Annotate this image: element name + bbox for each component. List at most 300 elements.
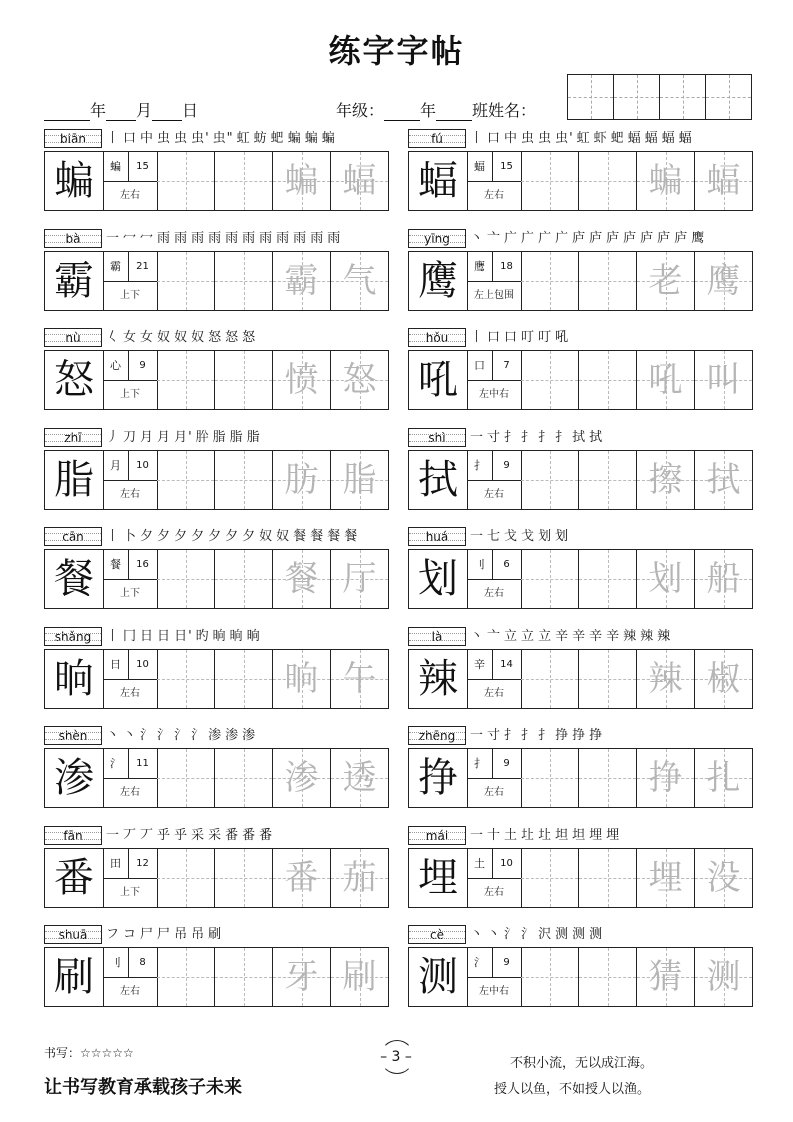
trace-char: 测 xyxy=(706,957,741,997)
stroke-step: 雨 xyxy=(310,230,325,246)
stroke-step: 挣 xyxy=(589,728,604,743)
stroke-step: 立 xyxy=(504,628,519,644)
trace-char: 怒 xyxy=(342,360,377,400)
stroke-step: 番 xyxy=(242,827,257,843)
grade-blank[interactable] xyxy=(384,104,420,121)
stroke-count: 14 xyxy=(492,650,522,680)
trace-cell[interactable] xyxy=(331,550,388,608)
stroke-step: 奴 xyxy=(157,330,172,345)
stroke-step: 丶 xyxy=(470,230,485,246)
trace-char: 渗 xyxy=(284,758,319,798)
trace-char: 椒 xyxy=(706,658,741,699)
pinyin: nù xyxy=(44,328,102,347)
stroke-step: 怒 xyxy=(242,330,257,345)
radical: 扌 xyxy=(467,451,493,481)
practice-cell[interactable] xyxy=(579,451,637,509)
trace-char: 愤 xyxy=(284,360,319,400)
stroke-step: 挣 xyxy=(572,728,587,743)
practice-cell[interactable] xyxy=(215,550,273,608)
stroke-step: 餐 xyxy=(327,529,342,544)
trace-char: 没 xyxy=(706,857,741,898)
stroke-step: 蚆 xyxy=(270,131,285,146)
practice-grid xyxy=(408,251,753,311)
trace-cell[interactable] xyxy=(695,152,752,210)
stroke-step: 广 xyxy=(538,230,553,246)
stroke-step: 拭 xyxy=(589,429,604,445)
pinyin: yīng xyxy=(408,229,466,248)
stroke-step: 雨 xyxy=(225,230,240,246)
pinyin: là xyxy=(408,627,466,646)
stroke-step: 氵 xyxy=(521,927,536,942)
class-blank[interactable] xyxy=(436,104,472,121)
trace-cell[interactable] xyxy=(273,351,331,409)
stroke-step: 肸 xyxy=(195,429,210,445)
year-blank[interactable] xyxy=(44,104,90,121)
practice-cell[interactable] xyxy=(157,650,215,708)
stroke-step: 蝠 xyxy=(661,131,676,146)
trace-cell[interactable] xyxy=(273,849,331,907)
trace-cell[interactable] xyxy=(695,451,752,509)
trace-cell[interactable] xyxy=(637,550,695,608)
practice-cell[interactable] xyxy=(157,550,215,608)
stroke-step: 一 xyxy=(106,827,121,843)
pinyin: shuā xyxy=(44,925,102,944)
practice-cell[interactable] xyxy=(521,849,579,907)
stroke-step: 雨 xyxy=(259,230,274,246)
practice-cell[interactable] xyxy=(521,749,579,807)
practice-cell[interactable] xyxy=(521,252,579,310)
stroke-step: 辛 xyxy=(555,628,570,644)
trace-char: 透 xyxy=(342,758,377,798)
trace-cell[interactable] xyxy=(637,451,695,509)
trace-cell[interactable] xyxy=(695,550,752,608)
stroke-step: 拭 xyxy=(572,429,587,445)
trace-char: 拭 xyxy=(706,459,741,500)
stroke-step: 十 xyxy=(487,827,502,843)
model-character: 挣 xyxy=(409,749,468,807)
trace-cell[interactable] xyxy=(695,948,752,1006)
model-character: 霸 xyxy=(45,252,104,310)
practice-grid xyxy=(408,350,753,410)
stroke-order xyxy=(106,727,389,745)
trace-cell[interactable] xyxy=(637,152,695,210)
stroke-step: 奴 xyxy=(191,330,206,345)
stroke-count: 7 xyxy=(492,351,522,381)
stroke-step: 雨 xyxy=(174,230,189,246)
stroke-order xyxy=(470,528,753,546)
trace-char: 老 xyxy=(648,260,683,301)
pinyin: huá xyxy=(408,527,466,546)
stroke-step: 广 xyxy=(504,230,519,246)
trace-cell[interactable] xyxy=(273,650,331,708)
model-character: 鹰 xyxy=(409,252,468,310)
trace-cell[interactable] xyxy=(273,252,331,310)
stroke-order xyxy=(470,926,753,944)
trace-cell[interactable] xyxy=(331,252,388,310)
trace-cell[interactable] xyxy=(331,849,388,907)
stroke-count: 10 xyxy=(492,849,522,879)
stroke-step: 氵 xyxy=(504,927,519,942)
practice-cell[interactable] xyxy=(579,948,637,1006)
practice-grid xyxy=(44,947,389,1007)
practice-cell[interactable] xyxy=(215,948,273,1006)
stroke-step: 刷 xyxy=(208,927,223,942)
structure: 左右 xyxy=(467,579,522,608)
stroke-step: 雨 xyxy=(208,230,223,246)
page-number: – 3 – xyxy=(372,1042,420,1072)
stroke-step: 鹰 xyxy=(691,230,706,246)
stroke-order xyxy=(470,429,753,447)
stroke-step: 番 xyxy=(225,827,240,843)
stroke-order xyxy=(106,628,389,646)
radical: 日 xyxy=(103,650,129,680)
practice-cell[interactable] xyxy=(521,948,579,1006)
practice-cell[interactable] xyxy=(215,451,273,509)
radical: 田 xyxy=(103,849,129,879)
pinyin: mái xyxy=(408,826,466,845)
stroke-step: 广 xyxy=(555,230,570,246)
stroke-step: 立 xyxy=(521,628,536,644)
stroke-step: 餐 xyxy=(344,529,359,544)
model-character: 蝙 xyxy=(45,152,104,210)
class-label: 班 xyxy=(472,101,489,120)
stroke-step: 虫 xyxy=(538,131,553,146)
quote-1: 不积小流，无以成江海。 xyxy=(510,1056,654,1071)
stroke-step: 丿 xyxy=(106,429,121,445)
stroke-step: 划 xyxy=(555,529,570,544)
practice-cell[interactable] xyxy=(215,650,273,708)
practice-cell[interactable] xyxy=(521,152,579,210)
month-blank[interactable] xyxy=(106,104,136,121)
stroke-step: 丨 xyxy=(106,628,121,644)
slogan: 让书写教育承载孩子未来 xyxy=(44,1077,242,1098)
character-entry xyxy=(44,925,389,1007)
trace-char: 鹰 xyxy=(706,260,741,301)
stroke-count: 18 xyxy=(492,252,522,282)
stroke-step: 丆 xyxy=(123,827,138,843)
trace-char: 晌 xyxy=(284,658,319,699)
stroke-step: 雨 xyxy=(293,230,308,246)
stroke-step: 刀 xyxy=(123,429,138,445)
stroke-step: 吼 xyxy=(555,330,570,345)
trace-cell[interactable] xyxy=(273,451,331,509)
practice-cell[interactable] xyxy=(579,650,637,708)
structure: 上下 xyxy=(103,579,158,608)
stroke-count: 15 xyxy=(492,152,522,182)
stroke-step: 辣 xyxy=(623,628,638,644)
practice-cell[interactable] xyxy=(157,152,215,210)
trace-cell[interactable] xyxy=(695,351,752,409)
trace-char: 蝙 xyxy=(648,161,683,201)
stroke-step: 雨 xyxy=(157,230,172,246)
trace-cell[interactable] xyxy=(331,152,388,210)
stroke-step: 七 xyxy=(487,529,502,544)
trace-char: 番 xyxy=(284,857,319,898)
stroke-order xyxy=(470,827,753,845)
character-entry xyxy=(408,826,753,908)
stroke-step: 亠 xyxy=(487,230,502,246)
stroke-step: 一 xyxy=(470,827,485,843)
stroke-order xyxy=(470,230,753,248)
stroke-step: 冖 xyxy=(140,230,155,246)
rating: 书写：☆☆☆☆☆ xyxy=(44,1046,134,1060)
stroke-step: 氵 xyxy=(157,728,172,743)
trace-cell[interactable] xyxy=(695,252,752,310)
trace-cell[interactable] xyxy=(637,948,695,1006)
stroke-step: 乎 xyxy=(157,827,172,843)
trace-cell[interactable] xyxy=(273,749,331,807)
stroke-step: 采 xyxy=(191,827,206,843)
trace-cell[interactable] xyxy=(637,749,695,807)
structure: 上下 xyxy=(103,281,158,310)
structure: 上下 xyxy=(103,878,158,907)
stroke-step: 冂 xyxy=(123,628,138,644)
stroke-count: 9 xyxy=(492,749,522,779)
practice-grid xyxy=(44,450,389,510)
stroke-step: 晌 xyxy=(212,628,227,644)
structure: 左右 xyxy=(467,480,522,509)
trace-cell[interactable] xyxy=(637,849,695,907)
practice-cell[interactable] xyxy=(215,849,273,907)
trace-cell[interactable] xyxy=(331,948,388,1006)
stroke-step: 旳 xyxy=(195,628,210,644)
stroke-step: 亠 xyxy=(487,628,502,644)
stroke-step: 虫" xyxy=(212,131,234,146)
name-cell[interactable] xyxy=(660,75,706,119)
stroke-step: 夕 xyxy=(157,529,172,544)
pinyin: hǒu xyxy=(408,328,466,347)
stroke-count: 15 xyxy=(128,152,158,182)
practice-cell[interactable] xyxy=(215,749,273,807)
practice-cell[interactable] xyxy=(579,550,637,608)
character-entry xyxy=(408,627,753,709)
practice-cell[interactable] xyxy=(521,451,579,509)
stroke-count: 21 xyxy=(128,252,158,282)
trace-char: 肪 xyxy=(284,459,319,500)
practice-cell[interactable] xyxy=(579,152,637,210)
character-entry xyxy=(44,527,389,609)
practice-cell[interactable] xyxy=(157,451,215,509)
stroke-step: 丨 xyxy=(106,131,121,146)
trace-cell[interactable] xyxy=(695,849,752,907)
stroke-step: 一 xyxy=(470,728,485,743)
stroke-step: 丨 xyxy=(470,131,485,146)
pinyin: shì xyxy=(408,428,466,447)
practice-cell[interactable] xyxy=(215,351,273,409)
name-cell[interactable] xyxy=(614,75,660,119)
stroke-step: 扌 xyxy=(555,429,570,445)
trace-char: 厅 xyxy=(342,559,377,599)
stroke-order xyxy=(106,329,389,347)
pinyin: fān xyxy=(44,826,102,845)
stroke-order xyxy=(106,130,389,148)
practice-cell[interactable] xyxy=(579,749,637,807)
trace-cell[interactable] xyxy=(273,550,331,608)
stroke-step: 月' xyxy=(174,429,193,445)
page-title: 练字字帖 xyxy=(328,32,465,70)
day-blank[interactable] xyxy=(152,104,182,121)
trace-cell[interactable] xyxy=(331,451,388,509)
stroke-step: 辛 xyxy=(572,628,587,644)
stroke-step: 晌 xyxy=(229,628,244,644)
stroke-step: 庐 xyxy=(640,230,655,246)
stroke-step: 辣 xyxy=(640,628,655,644)
structure: 左中右 xyxy=(467,380,522,409)
trace-cell[interactable] xyxy=(273,152,331,210)
trace-cell[interactable] xyxy=(637,650,695,708)
practice-grid xyxy=(44,350,389,410)
practice-cell[interactable] xyxy=(579,252,637,310)
practice-cell[interactable] xyxy=(157,948,215,1006)
stroke-step: 测 xyxy=(572,927,587,942)
stroke-step: 扌 xyxy=(504,429,519,445)
trace-char: 脂 xyxy=(342,459,377,500)
trace-cell[interactable] xyxy=(637,252,695,310)
trace-cell[interactable] xyxy=(331,749,388,807)
practice-cell[interactable] xyxy=(157,351,215,409)
trace-cell[interactable] xyxy=(331,351,388,409)
stroke-step: 冖 xyxy=(123,230,138,246)
stroke-step: 坦 xyxy=(572,827,587,843)
stroke-step: 挣 xyxy=(555,728,570,743)
stroke-step: 一 xyxy=(470,429,485,445)
practice-cell[interactable] xyxy=(521,650,579,708)
trace-cell[interactable] xyxy=(695,650,752,708)
practice-grid xyxy=(44,848,389,908)
stroke-step: 辛 xyxy=(589,628,604,644)
model-character: 测 xyxy=(409,948,468,1006)
stroke-step: 雨 xyxy=(191,230,206,246)
pinyin: bà xyxy=(44,229,102,248)
practice-grid xyxy=(44,549,389,609)
stroke-step: 辛 xyxy=(606,628,621,644)
stroke-step: 脂 xyxy=(229,429,244,445)
radical: 口 xyxy=(467,351,493,381)
practice-cell[interactable] xyxy=(579,351,637,409)
stroke-step: 寸 xyxy=(487,728,502,743)
stroke-step: 中 xyxy=(140,131,155,146)
stroke-step: 奴 xyxy=(259,529,274,544)
stroke-step: 蚄 xyxy=(253,131,268,146)
stroke-order xyxy=(106,926,389,944)
stroke-step: 埋 xyxy=(606,827,621,843)
stroke-order xyxy=(106,429,389,447)
practice-cell[interactable] xyxy=(157,849,215,907)
character-entry xyxy=(408,925,753,1007)
trace-char: 挣 xyxy=(648,758,683,798)
trace-cell[interactable] xyxy=(695,749,752,807)
trace-cell[interactable] xyxy=(331,650,388,708)
stroke-step: 虫 xyxy=(157,131,172,146)
stroke-step: 月 xyxy=(157,429,172,445)
practice-cell[interactable] xyxy=(215,152,273,210)
stroke-step: 圵 xyxy=(521,827,536,843)
character-entry xyxy=(408,229,753,311)
stroke-step: 怒 xyxy=(225,330,240,345)
trace-cell[interactable] xyxy=(273,948,331,1006)
stroke-step: 叮 xyxy=(538,330,553,345)
stroke-step: 丶 xyxy=(106,728,121,743)
structure: 上下 xyxy=(103,380,158,409)
trace-cell[interactable] xyxy=(637,351,695,409)
stroke-step: 渗 xyxy=(225,728,240,743)
stroke-step: 虹 xyxy=(576,131,591,146)
name-cell[interactable] xyxy=(706,75,751,119)
trace-char: 擦 xyxy=(648,459,683,500)
practice-cell[interactable] xyxy=(521,351,579,409)
stroke-step: 庐 xyxy=(623,230,638,246)
pinyin: zhī xyxy=(44,428,102,447)
practice-cell[interactable] xyxy=(215,252,273,310)
stroke-step: 脂 xyxy=(212,429,227,445)
stroke-count: 6 xyxy=(492,550,522,580)
stroke-step: 庐 xyxy=(589,230,604,246)
structure: 左右 xyxy=(467,181,522,210)
stroke-step: フ xyxy=(106,927,121,942)
stroke-step: 渗 xyxy=(242,728,257,743)
pinyin: shǎng xyxy=(44,627,102,646)
model-character: 脂 xyxy=(45,451,104,509)
trace-char: 茄 xyxy=(342,857,377,898)
stroke-count: 12 xyxy=(128,849,158,879)
radical: 扌 xyxy=(467,749,493,779)
stroke-step: 尸 xyxy=(157,927,172,942)
character-entry xyxy=(408,129,753,211)
radical: 蝙 xyxy=(103,152,129,182)
stroke-step: 吊 xyxy=(174,927,189,942)
trace-char: 霸 xyxy=(284,260,319,301)
practice-cell[interactable] xyxy=(579,849,637,907)
structure: 左右 xyxy=(103,480,158,509)
stroke-step: 乎 xyxy=(174,827,189,843)
stroke-step: 蝠 xyxy=(627,131,642,146)
stroke-step: 番 xyxy=(259,827,274,843)
stroke-step: 奴 xyxy=(174,330,189,345)
stroke-step: 口 xyxy=(123,131,138,146)
structure: 左右 xyxy=(103,181,158,210)
trace-char: 蝙 xyxy=(284,161,319,201)
model-character: 刷 xyxy=(45,948,104,1006)
name-grid[interactable] xyxy=(567,74,752,120)
pinyin: shèn xyxy=(44,726,102,745)
stroke-step: 戈 xyxy=(504,529,519,544)
stroke-step: 怒 xyxy=(208,330,223,345)
stroke-step: 庐 xyxy=(572,230,587,246)
radical: 月 xyxy=(103,451,129,481)
practice-cell[interactable] xyxy=(157,252,215,310)
stroke-step: 一 xyxy=(470,529,485,544)
pinyin: cè xyxy=(408,925,466,944)
stroke-step: 圵 xyxy=(538,827,553,843)
stroke-step: 日' xyxy=(174,628,193,644)
structure: 左右 xyxy=(103,679,158,708)
stroke-count: 9 xyxy=(492,948,522,978)
name-cell[interactable] xyxy=(568,75,614,119)
practice-cell[interactable] xyxy=(521,550,579,608)
character-entry xyxy=(44,229,389,311)
stroke-step: 丶 xyxy=(123,728,138,743)
model-character: 辣 xyxy=(409,650,468,708)
model-character: 番 xyxy=(45,849,104,907)
trace-char: 埋 xyxy=(648,857,683,898)
practice-grid xyxy=(408,947,753,1007)
stroke-count: 8 xyxy=(128,948,158,978)
stroke-step: 沢 xyxy=(538,927,553,942)
stroke-step: 扌 xyxy=(538,429,553,445)
stroke-step: 晌 xyxy=(246,628,261,644)
practice-cell[interactable] xyxy=(157,749,215,807)
stroke-step: 戈 xyxy=(521,529,536,544)
